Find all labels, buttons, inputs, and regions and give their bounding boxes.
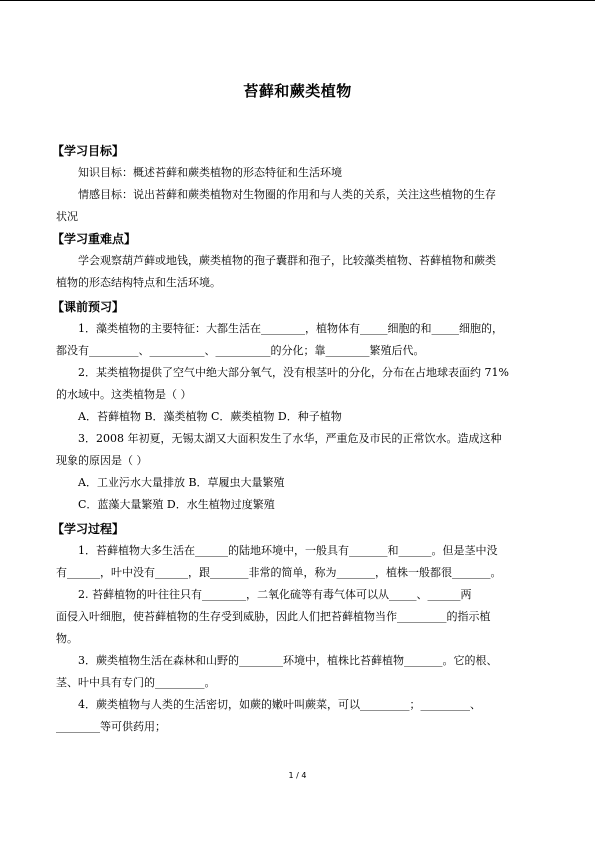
process-p1-line-1: 1．苔藓植物大多生活在______的陆地环境中，一般具有_______和______。但是茎中没 [78, 544, 498, 557]
process-p4-line-1: 4．蕨类植物与人类的生活密切，如蕨的嫩叶叫蕨菜，可以_________；_________、 [78, 698, 481, 711]
section-heading-key-points: 【学习重难点】 [52, 232, 137, 246]
preview-q1-line-2: 都没有_________、__________、__________的分化；靠________繁殖后代。 [56, 344, 425, 357]
preview-q1-line-1: 1．藻类植物的主要特征：大都生活在________，植物体有_____细胞的和_____细胞的， [78, 322, 503, 335]
document-body [52, 140, 540, 738]
process-p3-line-2: 茎、叶中具有专门的_________。 [56, 676, 216, 689]
process-p4-line-2: ________等可供药用； [56, 720, 166, 733]
key-points-line-1: 学会观察葫芦藓或地钱，蕨类植物的孢子囊群和孢子，比较藻类植物、苔藓植物和蕨类 [78, 254, 496, 267]
knowledge-goal: 知识目标：概述苔藓和蕨类植物的形态特征和生活环境 [78, 166, 342, 179]
preview-q3-options-cd: C．蓝藻大量繁殖 D．水生植物过度繁殖 [78, 498, 275, 511]
page-top-border [0, 0, 595, 1]
preview-q3-line-2: 现象的原因是（ ） [56, 454, 148, 467]
preview-q2-line-2: 的水域中。这类植物是（ ） [56, 388, 192, 401]
process-p1-line-2: 有______，叶中没有______，跟_______非常的简单，称为_______，植株一般都很_______。 [56, 566, 502, 579]
preview-q3-line-1: 3．2008 年初夏，无锡太湖又大面积发生了水华，严重危及市民的正常饮水。造成这种 [78, 432, 502, 445]
section-heading-process: 【学习过程】 [52, 522, 125, 536]
preview-q3-options-ab: A．工业污水大量排放 B．草履虫大量繁殖 [78, 476, 285, 489]
process-p2-line-3: 物。 [56, 632, 78, 645]
section-heading-preview: 【课前预习】 [52, 300, 125, 314]
process-p2-line-2: 面侵入叶细胞，使苔藓植物的生存受到威胁，因此人们把苔藓植物当作_________的指示植 [56, 610, 491, 623]
process-p2-line-1: 2. 苔藓植物的叶往往只有________，二氧化硫等有毒气体可以从_____、______两 [78, 588, 472, 601]
key-points-line-2: 植物的形态结构特点和生活环境。 [56, 276, 221, 289]
page-number: 1 / 4 [288, 771, 307, 780]
emotion-goal-line-1: 情感目标：说出苔藓和蕨类植物对生物圈的作用和与人类的关系，关注这些植物的生存 [78, 188, 496, 201]
emotion-goal-line-2: 状况 [56, 210, 78, 223]
preview-q2-line-1: 2．某类植物提供了空气中绝大部分氧气，没有根茎叶的分化，分布在占地球表面约 71% [78, 366, 509, 379]
section-heading-goals: 【学习目标】 [52, 144, 125, 158]
preview-q2-options: A．苔藓植物 B．藻类植物 C．蕨类植物 D．种子植物 [78, 410, 342, 423]
process-p3-line-1: 3．蕨类植物生活在森林和山野的________环境中，植株比苔藓植物_______。它的根、 [78, 654, 498, 667]
page-title: 苔藓和蕨类植物 [243, 82, 352, 100]
